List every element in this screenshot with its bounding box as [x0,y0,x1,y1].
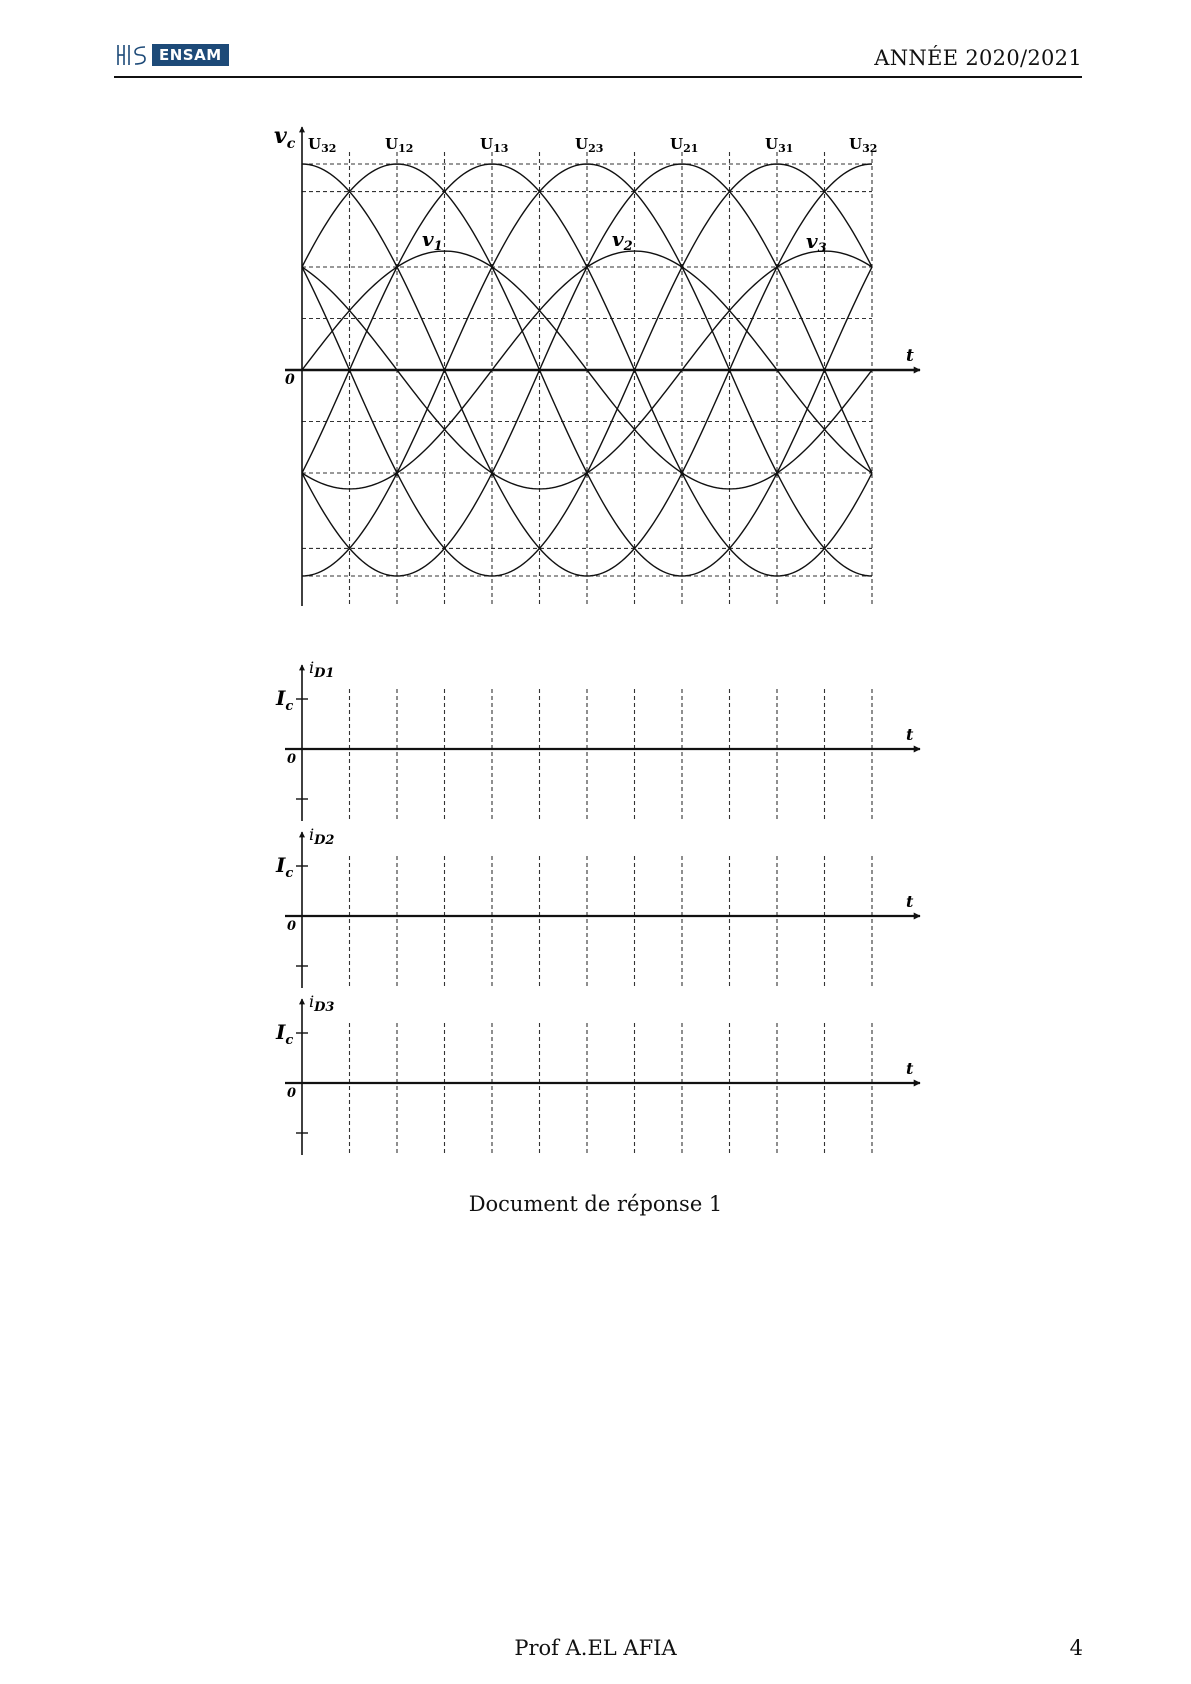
vc-sub: c [286,136,296,152]
current-axis-label-sub: D2 [314,833,335,848]
phase-voltage-label [422,227,443,254]
line-voltage-label-main: U [670,135,684,153]
line-voltage-label-sub: 32 [321,142,337,155]
current-plot-2 [275,825,920,988]
line-voltage-label-sub: 31 [778,142,794,155]
current-axis-label [309,658,334,681]
line-voltage-label [849,135,877,155]
line-voltage-label-sub: 13 [493,142,509,155]
current-axis-label [309,825,334,848]
current-axis-label-main: i [309,658,315,677]
current-zero-label: 0 [287,1086,297,1101]
current-level-label [275,853,293,881]
current-axis-label [309,992,334,1015]
phase-voltage-label [806,229,827,256]
current-plot-3 [275,992,920,1155]
phase-voltage-label-main: v [612,227,624,251]
line-voltage-label [575,135,603,155]
current-level-label-sub: c [285,866,294,881]
current-level-label [275,1020,293,1048]
line-voltage-label-main: U [849,135,863,153]
current-level-label-main: I [276,853,286,877]
line-voltage-label-main: U [385,135,399,153]
line-voltage-label-main: U [308,135,322,153]
current-level-label-sub: c [285,699,294,714]
line-voltage-label-sub: 23 [588,142,604,155]
line-voltage-label [670,135,698,155]
voltage-plot [274,123,920,606]
line-voltage-label [480,135,508,155]
line-voltage-labels [308,135,877,155]
current-axis-label-main: i [309,825,315,844]
line-voltage-label [385,135,413,155]
current-axis-label-sub: D3 [314,1000,335,1015]
phase-voltage-label-sub: 1 [433,239,443,254]
current-plot-1 [275,658,920,821]
current-level-label [275,686,293,714]
phase-voltage-label-main: v [422,227,434,251]
current-axis-label-main: i [309,992,315,1011]
line-voltage-label-main: U [480,135,494,153]
line-voltage-label-main: U [765,135,779,153]
line-voltage-label [308,135,336,155]
phase-voltage-label [612,227,633,254]
line-voltage-label-main: U [575,135,589,153]
line-voltage-label [765,135,793,155]
line-voltage-label-sub: 21 [683,142,699,155]
academic-year: ANNÉE 2020/2021 [874,46,1082,70]
footer-author: Prof A.EL AFIA [514,1636,677,1660]
current-t-label: t [906,725,914,744]
line-voltage-label-sub: 32 [862,142,878,155]
current-level-label-sub: c [285,1033,294,1048]
phase-voltage-label-main: v [806,229,818,253]
voltage-grid [302,152,872,606]
voltage-axis-label [274,123,296,152]
voltage-zero-label: 0 [285,372,295,388]
current-t-label: t [906,1059,914,1078]
page-number: 4 [1069,1636,1083,1660]
current-t-label: t [906,892,914,911]
current-zero-label: 0 [287,752,297,767]
phase-voltage-labels [422,227,827,256]
phase-voltage-label-sub: 3 [817,241,827,256]
current-level-label-main: I [276,1020,286,1044]
logo-text: ENSAM [152,44,229,66]
current-axis-label-sub: D1 [314,666,335,681]
current-zero-label: 0 [287,919,297,934]
figure-caption: Document de réponse 1 [468,1192,723,1216]
current-plots [275,658,920,1155]
current-level-label-main: I [276,686,286,710]
voltage-t-label: t [906,346,914,366]
vc-main: v [274,123,287,149]
phase-voltage-label-sub: 2 [623,239,633,254]
line-voltage-label-sub: 12 [398,142,414,155]
